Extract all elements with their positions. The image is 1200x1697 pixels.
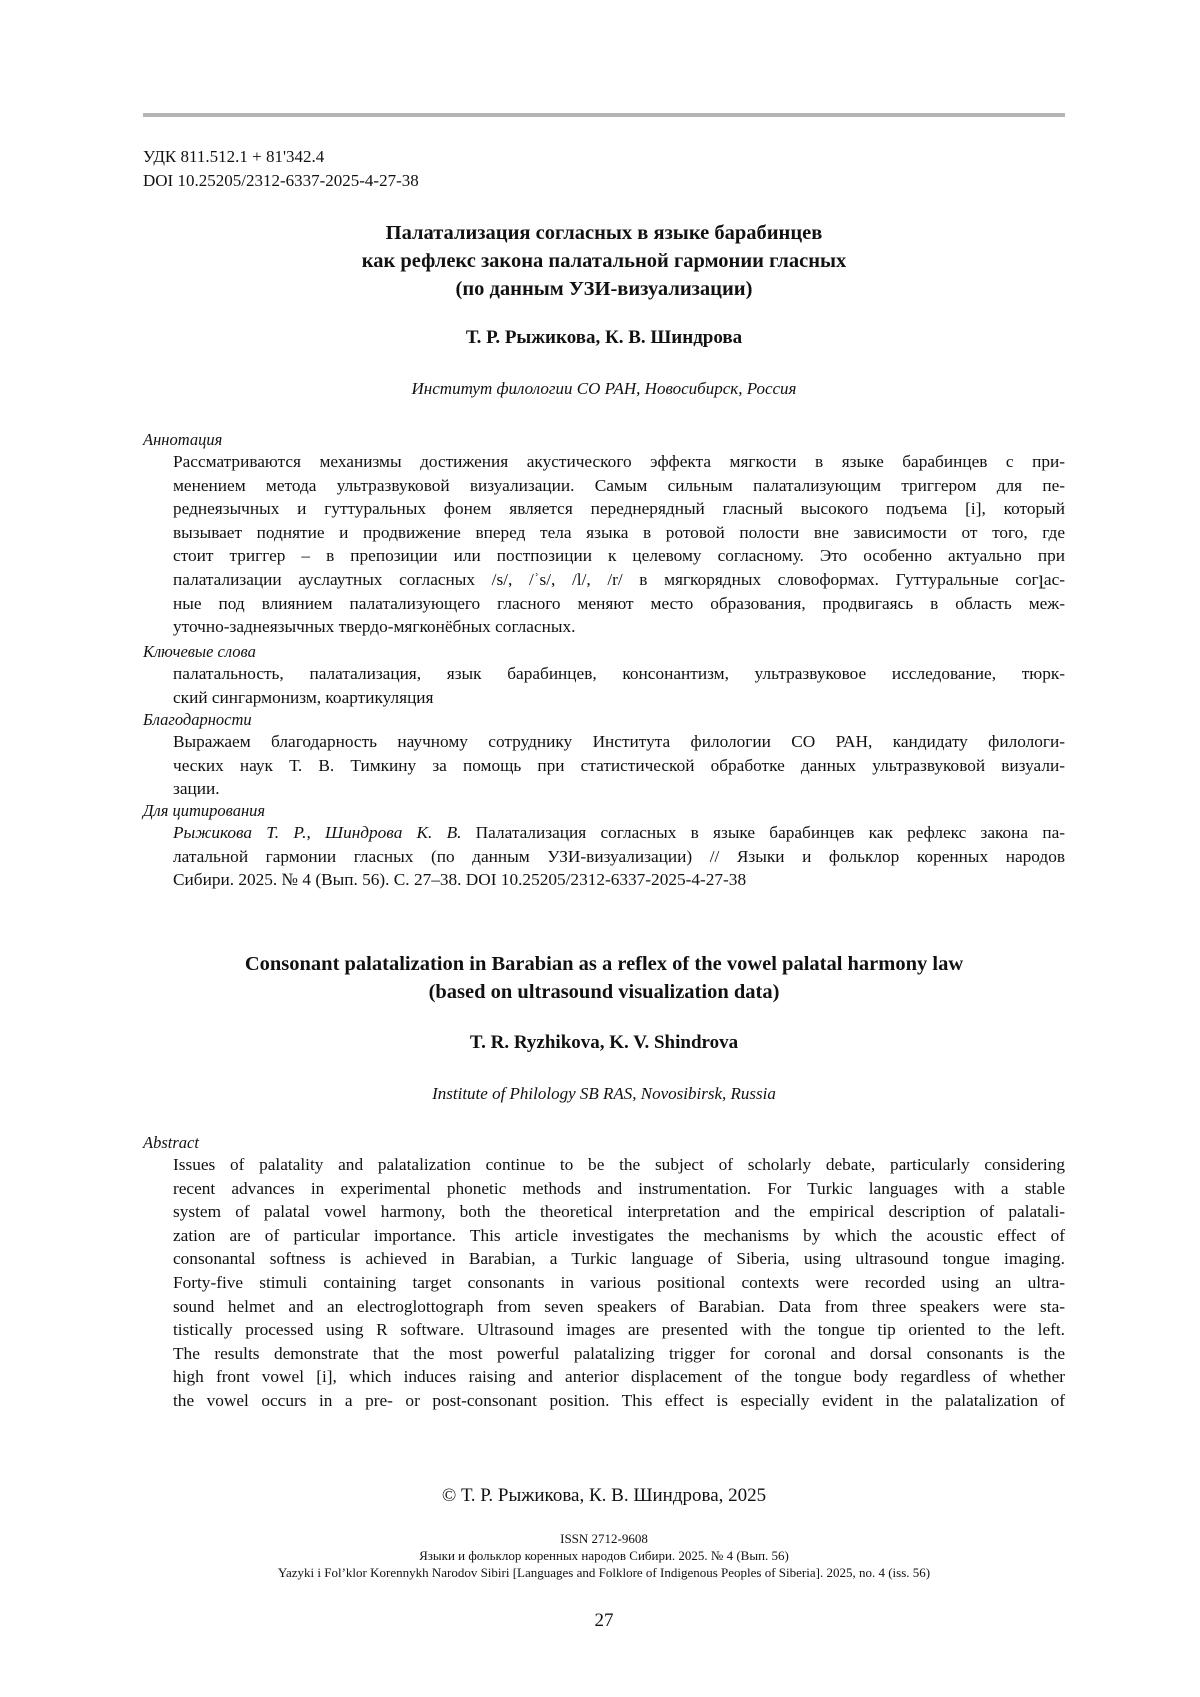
annotation-line: реднеязычных и гуттуральных фонем является переднерядный гласный высокого подъема [i], который: [173, 499, 1065, 519]
article-title-en: [143, 950, 1065, 1006]
abstract-label: Abstract: [143, 1133, 199, 1152]
journal-name-en: Yazyki i Fol’klor Korennykh Narodov Sibiri [Languages and Folklore of Indigenous Peoples of Siberia]. 2025, no. 4 (iss. 56): [277, 1565, 931, 1580]
abstract-line: The results demonstrate that the most powerful palatalizing trigger for coronal and dorsal consonants is the: [173, 1343, 1065, 1363]
udk-doi-block: [143, 145, 419, 193]
annotation-text: [143, 450, 1065, 639]
abstract-line: tistically processed using R software. Ultrasound images are presented with the tongue tip oriented to the left.: [173, 1320, 1065, 1340]
keywords-section: [143, 642, 1065, 709]
copyright: © Т. Р. Рыжикова, К. В. Шиндрова, 2025: [441, 1485, 767, 1506]
citation-authors: Рыжикова Т. Р., Шиндрова К. В.: [173, 823, 462, 842]
citation-line: [173, 821, 1065, 845]
abstract-line: the vowel occurs in a pre- or post-consonant position. This effect is especially evident in the palatalization of: [173, 1390, 1065, 1410]
page-number: 27: [594, 1610, 614, 1631]
abstract-line: consonantal softness is achieved in Barabian, a Turkic language of Siberia, using ultrasound tongue imaging.: [173, 1249, 1065, 1269]
annotation-line: палатализации ауслаутных согласных /s/, /ʾs/, /l/, /r/ в мягкорядных словоформах. Гуттуральные согլас-: [173, 569, 1065, 589]
title-en-line: (based on ultrasound visualization data): [428, 981, 780, 1003]
abstract-line: Forty-five stimuli containing target consonants in various positional contexts were recorded using an ultra-: [173, 1272, 1065, 1292]
thanks-section: [143, 710, 1065, 801]
authors-en: T. R. Ryzhikova, K. V. Shindrova: [469, 1032, 739, 1053]
header-rule: [143, 113, 1065, 117]
citation-text: [143, 821, 1065, 892]
affiliation-en: Institute of Philology SB RAS, Novosibirsk, Russia: [432, 1084, 776, 1103]
citation-line: Сибири. 2025. № 4 (Вып. 56). С. 27–38. DOI 10.25205/2312-6337-2025-4-27-38: [173, 870, 747, 890]
abstract-line: recent advances in experimental phonetic methods and instrumentation. For Turkic languages with a stable: [173, 1178, 1065, 1198]
abstract-line: sound helmet and an electroglottograph from seven speakers of Barabian. Data from three speakers were sta-: [173, 1296, 1065, 1316]
thanks-label: Благодарности: [143, 710, 252, 729]
abstract-text: [143, 1153, 1065, 1413]
thanks-line: Выражаем благодарность научному сотруднику Института филологии СО РАН, кандидату филологи-: [173, 732, 1065, 751]
annotation-line: уточно-заднеязычных твердо-мягконёбных согласных.: [173, 617, 576, 637]
annotation-line: менением метода ультразвуковой визуализации. Самым сильным палатализующим триггером для пе-: [173, 475, 1065, 495]
title-ru-line: Палатализация согласных в языке барабинцев: [385, 222, 823, 244]
citation-label: Для цитирования: [143, 801, 266, 820]
citation-line: латальной гармонии гласных (по данным УЗИ-визуализации) // Языки и фольклор коренных народов: [173, 846, 1065, 866]
affiliation-ru: Институт филологии СО РАН, Новосибирск, Россия: [411, 379, 797, 398]
annotation-line: ные под влиянием палатализующего гласного меняют место образования, продвигаясь в область меж-: [173, 593, 1065, 613]
title-ru-line: (по данным УЗИ-визуализации): [455, 278, 753, 300]
abstract-line: system of palatal vowel harmony, both the theoretical interpretation and the empirical description of palatali-: [173, 1202, 1065, 1222]
title-en-line: Consonant palatalization in Barabian as a reflex of the vowel palatal harmony law: [244, 953, 964, 975]
keywords-text: [143, 662, 1065, 709]
annotation-line: вызывает поднятие и продвижение вперед тела языка в ротовой полости вне зависимости от того, где: [173, 522, 1065, 542]
abstract-section: [143, 1133, 1065, 1413]
journal-info: [143, 1530, 1065, 1581]
doi: DOI 10.25205/2312-6337-2025-4-27-38: [143, 171, 419, 190]
abstract-line: zation are of particular importance. This article investigates the mechanisms by which the acoustic effect of: [173, 1225, 1065, 1245]
issn: ISSN 2712-9608: [560, 1531, 648, 1546]
title-ru-line: как рефлекс закона палатальной гармонии гласных: [361, 250, 847, 272]
thanks-text: [143, 730, 1065, 801]
thanks-line: зации.: [173, 779, 220, 799]
abstract-line: Issues of palatality and palatalization continue to be the subject of scholarly debate, particularly considering: [173, 1155, 1065, 1174]
article-title-ru: [143, 219, 1065, 303]
journal-name-ru: Языки и фольклор коренных народов Сибири. 2025. № 4 (Вып. 56): [419, 1548, 789, 1563]
citation-section: [143, 801, 1065, 892]
keywords-label: Ключевые слова: [143, 642, 256, 661]
abstract-line: high front vowel [i], which induces raising and anterior displacement of the tongue body regardless of whether: [173, 1367, 1065, 1387]
thanks-line: ческих наук Т. В. Тимкину за помощь при статистической обработке данных ультразвуковой визуали-: [173, 755, 1065, 775]
authors-ru: Т. Р. Рыжикова, К. В. Шиндрова: [465, 327, 743, 348]
annotation-section: [143, 430, 1065, 639]
annotation-line: Рассматриваются механизмы достижения акустического эффекта мягкости в языке барабинцев с при-: [173, 452, 1065, 471]
keywords-line: палатальность, палатализация, язык барабинцев, консонантизм, ультразвуковое исследование, тюрк-: [173, 664, 1065, 683]
citation-title-start: Палатализация согласных в языке барабинцев как рефлекс закона па-: [461, 823, 1065, 842]
annotation-label: Аннотация: [143, 430, 223, 449]
annotation-line: стоит триггер – в препозиции или постпозиции к целевому согласному. Это особенно актуально при: [173, 546, 1065, 566]
udk-code: УДК 811.512.1 + 81'342.4: [143, 147, 325, 166]
keywords-line: ский сингармонизм, коартикуляция: [173, 687, 434, 707]
